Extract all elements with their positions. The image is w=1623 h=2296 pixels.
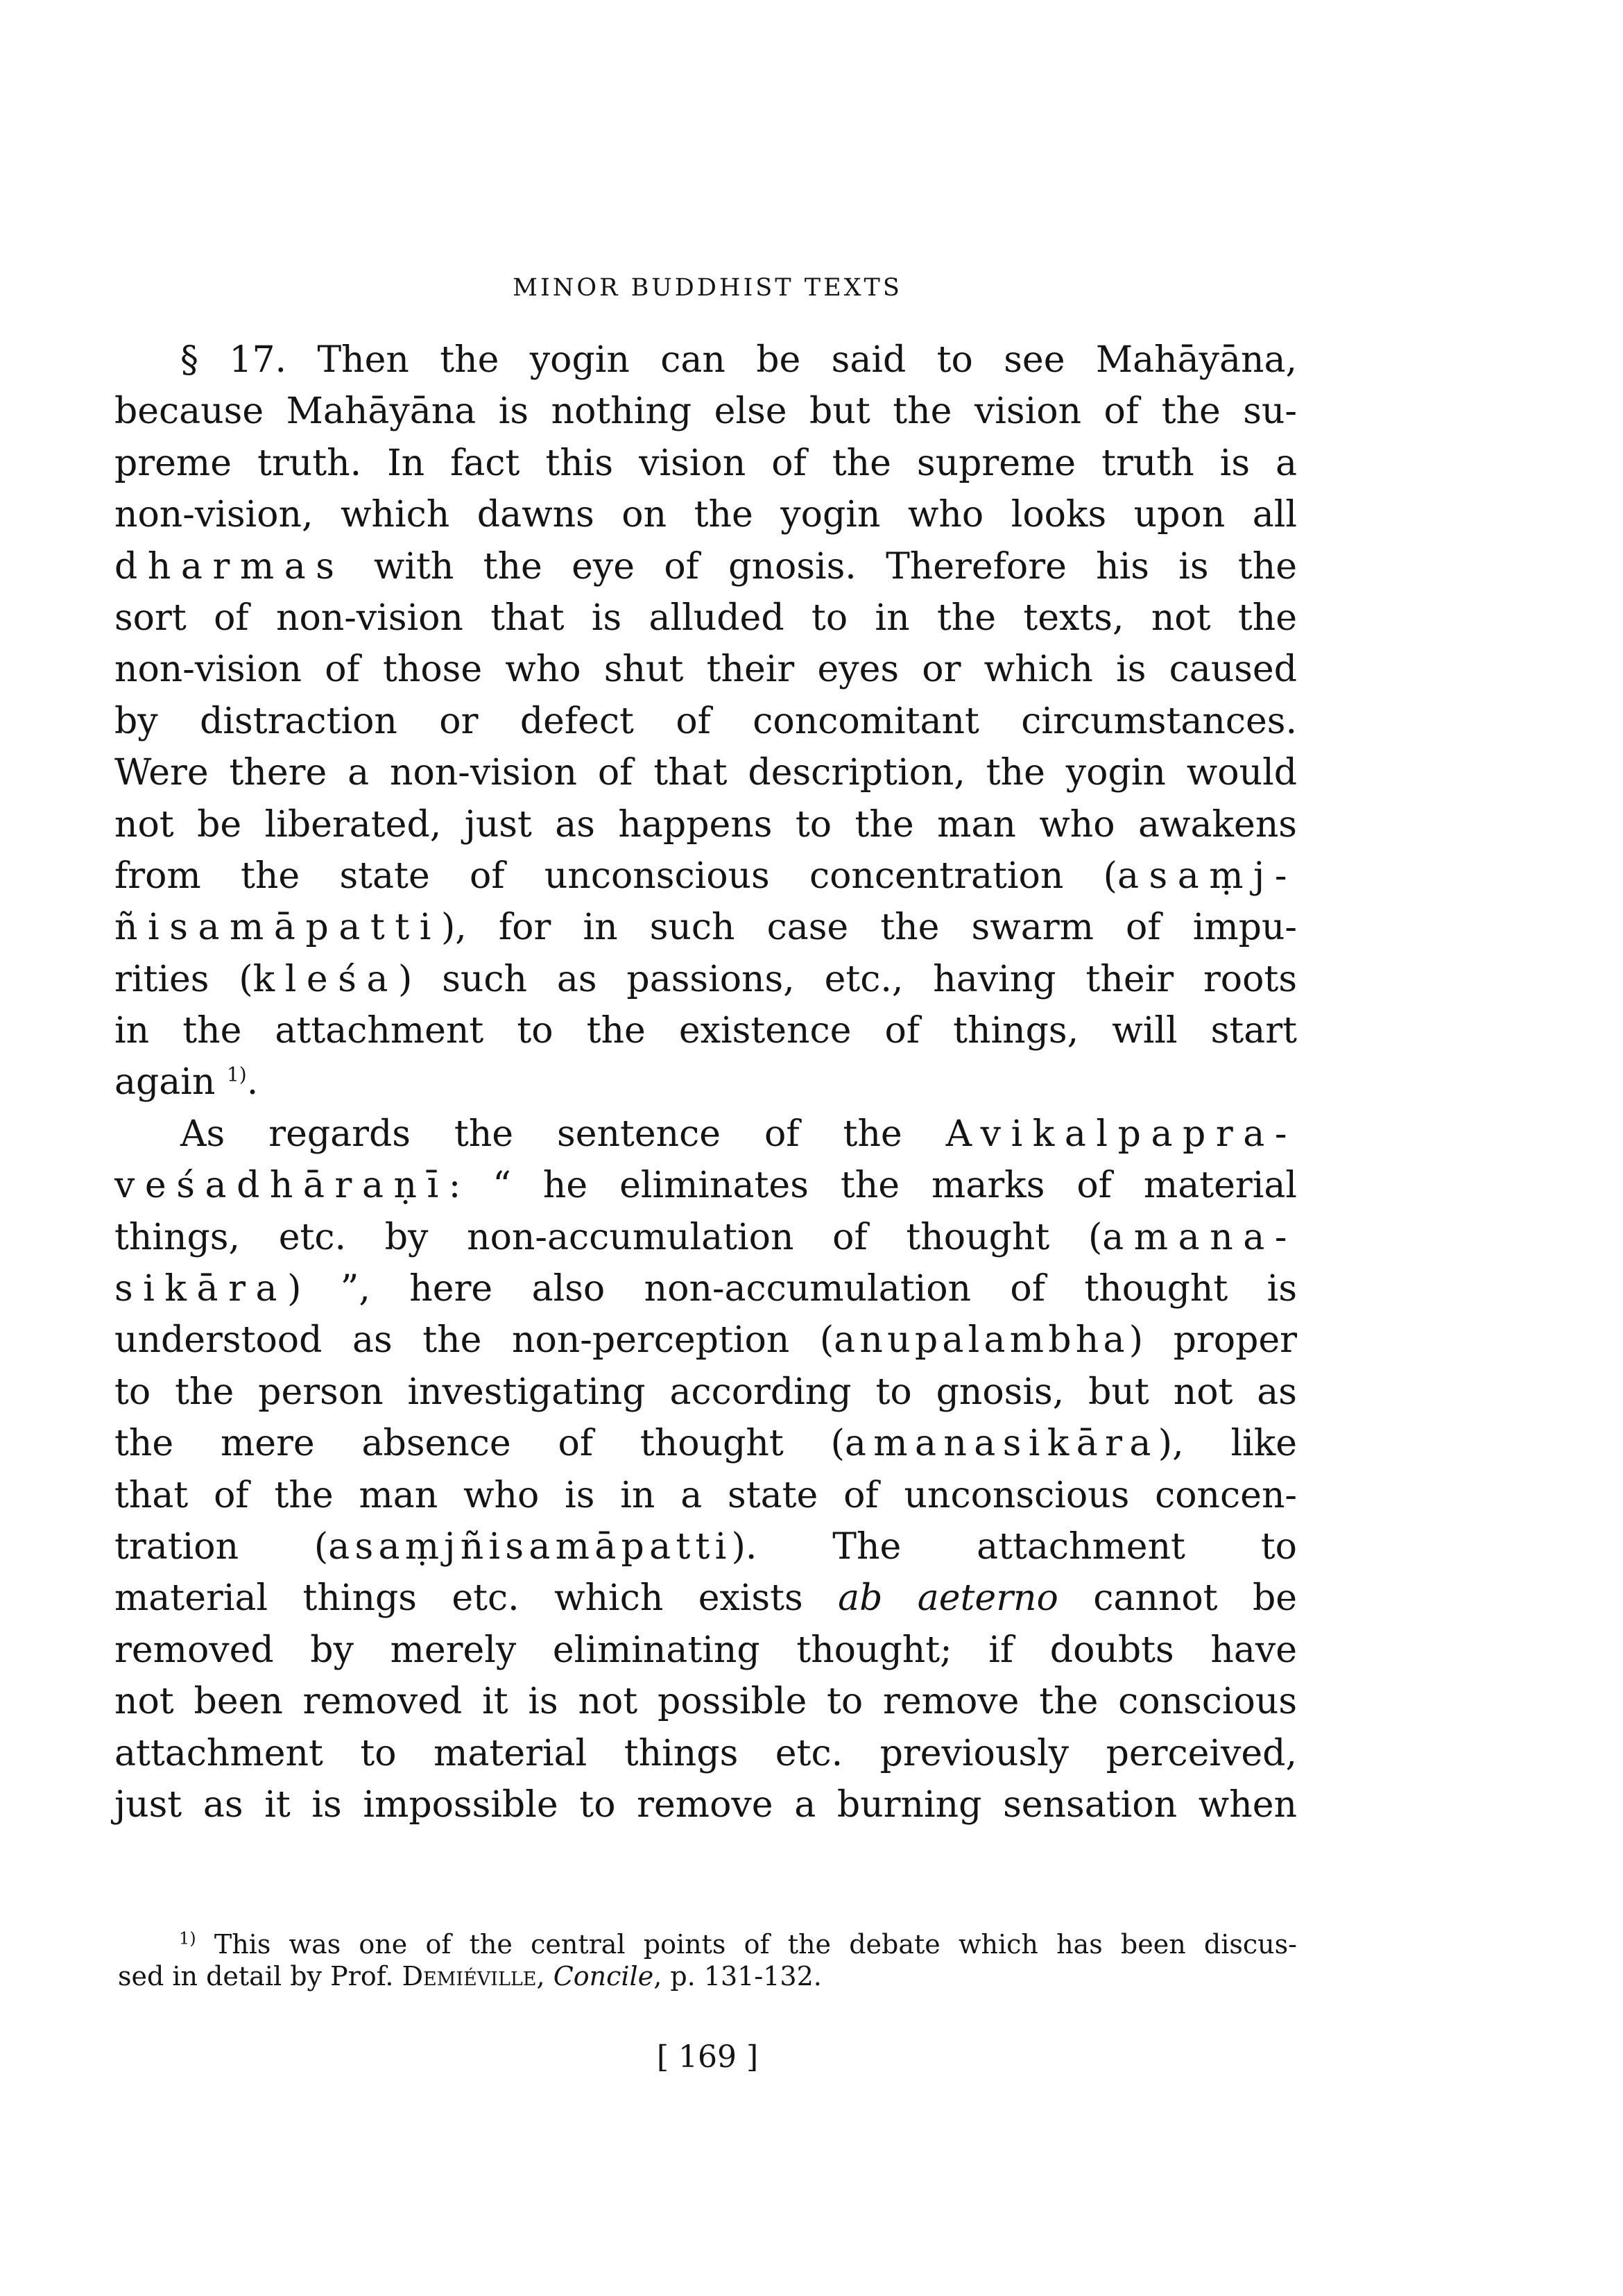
spaced-term: asaṃjñisamāpatti: [328, 1525, 732, 1568]
footnote-ref: 1): [226, 1063, 247, 1087]
text-span: ) ”, here also non-accumulation of thought is: [287, 1268, 1297, 1310]
footnote: [118, 1928, 1297, 1992]
text-line: [114, 489, 1297, 540]
text-span: by distraction or defect of concomitant circumstances.: [114, 700, 1297, 742]
text-span: sort of non-vision that is alluded to in the texts, not the: [114, 597, 1297, 639]
text-span: non-vision of those who shut their eyes or which is caused: [114, 649, 1297, 691]
text-line: [114, 334, 1297, 386]
text-line: [114, 1728, 1297, 1779]
page-number: [ 169 ]: [656, 2039, 759, 2075]
text-line: [114, 541, 1297, 592]
text-line: [114, 1521, 1297, 1573]
running-header: MINOR BUDDHIST TEXTS: [513, 274, 902, 302]
spaced-term: Avikalpapra-: [945, 1113, 1297, 1155]
text-line: [114, 747, 1297, 798]
text-span: the mere absence of thought (: [114, 1423, 845, 1465]
text-line: [114, 696, 1297, 747]
text-span: in the attachment to the existence of things, will start: [114, 1010, 1297, 1052]
text-span: to the person investigating according to gnosis, but not as: [114, 1371, 1297, 1413]
footnote-line: [118, 1928, 1297, 1960]
text-span: ) proper: [1128, 1319, 1298, 1362]
text-line: [114, 1108, 1297, 1160]
text-line: [114, 1470, 1297, 1521]
footnote-text: sed in detail by Prof.: [118, 1961, 402, 1991]
footnote-text: , p. 131-132.: [653, 1961, 822, 1991]
text-span: just as it is impossible to remove a burning sensation when: [114, 1783, 1297, 1826]
spaced-term: ñisamāpatti: [114, 907, 441, 949]
text-span: § 17. Then the yogin can be said to see Mahāyāna,: [180, 339, 1297, 381]
text-span: that of the man who is in a state of unconscious concen-: [114, 1474, 1297, 1516]
text-line: [114, 1314, 1297, 1366]
spaced-term: asaṃj-: [1117, 855, 1297, 897]
text-span: Were there a non-vision of that description, the yogin would: [114, 752, 1297, 794]
spaced-term: amanasikāra: [844, 1423, 1158, 1465]
text-line: [114, 592, 1297, 644]
text-line: [114, 438, 1297, 489]
text-span: ). The attachment to: [731, 1525, 1297, 1568]
text-line: [114, 954, 1297, 1005]
text-line: [114, 799, 1297, 850]
spaced-term: kleśa: [252, 958, 399, 1000]
text-span: preme truth. In fact this vision of the supreme truth is a: [114, 442, 1297, 484]
text-span: ), like: [1158, 1423, 1297, 1465]
text-line: [114, 1005, 1297, 1056]
main-text: [114, 334, 1297, 1831]
text-line: [114, 644, 1297, 695]
text-line: [114, 1367, 1297, 1418]
spaced-term: anupalambha: [834, 1319, 1129, 1362]
text-line: [114, 1160, 1297, 1211]
text-span: attachment to material things etc. previously perceived,: [114, 1732, 1297, 1774]
footnote-line: [118, 1960, 1297, 1992]
text-line: [114, 1676, 1297, 1727]
footnote-text: This was one of the central points of the debate which has been discus-: [196, 1929, 1297, 1960]
text-span: .: [246, 1061, 259, 1104]
text-span: things, etc. by non-accumulation of thought (: [114, 1216, 1103, 1258]
text-span: : “ he eliminates the marks of material: [448, 1165, 1297, 1207]
spaced-term: amana-: [1102, 1216, 1297, 1258]
text-span: not been removed it is not possible to remove the conscious: [114, 1681, 1297, 1723]
text-span: material things etc. which exists: [114, 1577, 839, 1620]
text-line: [114, 1263, 1297, 1314]
footnote-marker: 1): [179, 1928, 196, 1948]
text-line: [114, 1779, 1297, 1831]
spaced-term: veśadhāraṇī: [114, 1165, 449, 1207]
text-line: [114, 1212, 1297, 1263]
text-span: with the eye of gnosis. Therefore his is the: [344, 545, 1297, 588]
text-span: tration (: [114, 1525, 329, 1568]
text-span: not be liberated, just as happens to the man who awakens: [114, 803, 1297, 846]
text-span: again: [114, 1061, 216, 1104]
text-span: because Mahāyāna is nothing else but the vision of the su-: [114, 391, 1297, 433]
text-line: [114, 1625, 1297, 1676]
text-line: [114, 850, 1297, 902]
text-span: non-vision, which dawns on the yogin who looks upon all: [114, 494, 1297, 536]
text-span: from the state of unconscious concentration (: [114, 855, 1117, 897]
text-span: cannot be: [1058, 1577, 1297, 1620]
text-span: As regards the sentence of the: [180, 1113, 946, 1155]
text-span: ), for in such case the swarm of impu-: [441, 907, 1297, 949]
footnote-text: ,: [536, 1961, 553, 1991]
spaced-term: sikāra: [114, 1268, 288, 1310]
spaced-term: dharmas: [114, 545, 345, 588]
text-span: understood as the non-perception (: [114, 1319, 834, 1362]
text-line: [114, 902, 1297, 953]
text-span: removed by merely eliminating thought; if doubts have: [114, 1629, 1297, 1671]
text-span: rities (: [114, 958, 253, 1000]
italic-term: ab aeterno: [838, 1577, 1058, 1620]
text-line: [114, 386, 1297, 437]
cited-work: Concile: [553, 1961, 654, 1991]
text-line: [114, 1418, 1297, 1469]
text-span: ) such as passions, etc., having their roots: [398, 958, 1297, 1000]
text-line: [114, 1573, 1297, 1624]
author-name: Demiéville: [402, 1961, 537, 1991]
text-line: [114, 1056, 1297, 1108]
